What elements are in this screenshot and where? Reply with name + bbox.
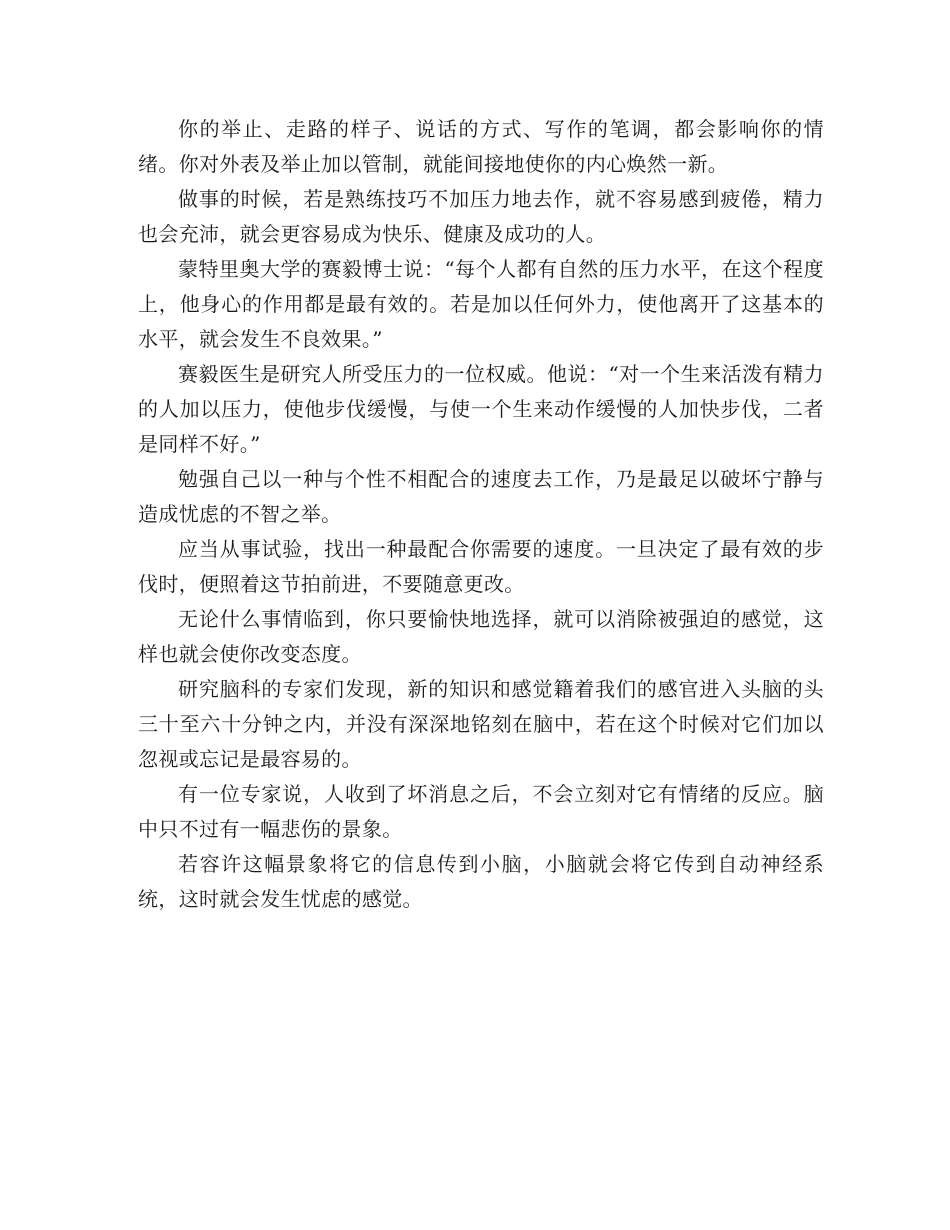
paragraph: 应当从事试验，找出一种最配合你需要的速度。一旦决定了最有效的步伐时，便照着这节拍前进，不要随意更改。 bbox=[138, 537, 824, 596]
paragraph: 有一位专家说，人收到了坏消息之后，不会立刻对它有情绪的反应。脑中只不过有一幅悲伤的景象。 bbox=[138, 782, 824, 841]
paragraph: 无论什么事情临到，你只要愉快地选择，就可以消除被强迫的感觉，这样也就会使你改变态度。 bbox=[138, 607, 824, 666]
document-page bbox=[138, 112, 824, 917]
paragraph: 研究脑科的专家们发现，新的知识和感觉籍着我们的感官进入头脑的头三十至六十分钟之内，并没有深深地铭刻在脑中，若在这个时候对它们加以忽视或忘记是最容易的。 bbox=[138, 677, 824, 771]
paragraph: 勉强自己以一种与个性不相配合的速度去工作，乃是最足以破坏宁静与造成忧虑的不智之举。 bbox=[138, 467, 824, 526]
paragraph: 赛毅医生是研究人所受压力的一位权威。他说：“对一个生来活泼有精力的人加以压力，使他步伐缓慢，与使一个生来动作缓慢的人加快步伐，二者是同样不好。” bbox=[138, 362, 824, 456]
paragraph: 你的举止、走路的样子、说话的方式、写作的笔调，都会影响你的情绪。你对外表及举止加以管制，就能间接地使你的内心焕然一新。 bbox=[138, 117, 824, 176]
paragraph: 蒙特里奥大学的赛毅博士说：“每个人都有自然的压力水平，在这个程度上，他身心的作用都是最有效的。若是加以任何外力，使他离开了这基本的水平，就会发生不良效果。” bbox=[138, 257, 824, 351]
paragraph: 若容许这幅景象将它的信息传到小脑，小脑就会将它传到自动神经系统，这时就会发生忧虑的感觉。 bbox=[138, 852, 824, 911]
paragraph: 做事的时候，若是熟练技巧不加压力地去作，就不容易感到疲倦，精力也会充沛，就会更容易成为快乐、健康及成功的人。 bbox=[138, 187, 824, 246]
